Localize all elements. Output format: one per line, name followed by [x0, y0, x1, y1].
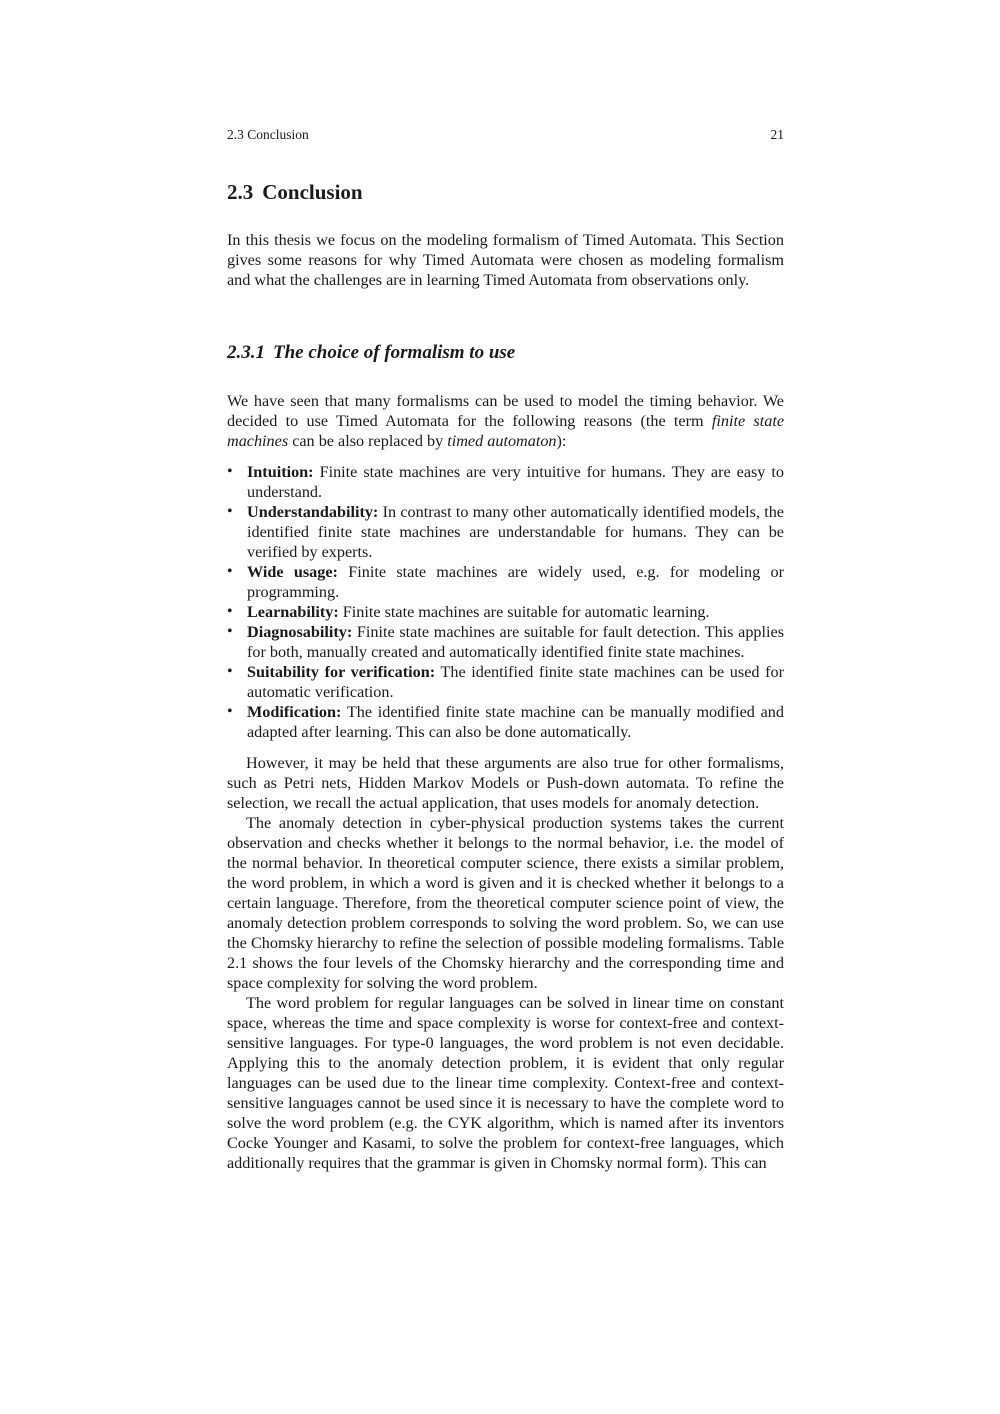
section-heading [227, 180, 363, 205]
bullet-icon: • [227, 463, 233, 480]
list-item-term: Modification: [247, 703, 342, 721]
body-text [227, 391, 784, 1173]
section-title: Conclusion [262, 180, 363, 204]
bullet-icon: • [227, 603, 233, 620]
subsection-heading [227, 342, 515, 364]
lead-text-3: ): [556, 432, 567, 450]
list-item-text: In contrast to many other automatically identified models, the identified finite state machines are understandable for humans. They can be verified by experts. [247, 503, 784, 561]
list-item-text: The identified finite state machine can be manually modified and adapted after learning. This can also be done automatically. [247, 703, 784, 741]
list-item-term: Learnability: [247, 603, 339, 621]
section-number: 2.3 [227, 180, 254, 204]
list-item-text: Finite state machines are suitable for automatic learning. [338, 603, 710, 621]
reasons-list [227, 462, 784, 742]
subsection-title: The choice of formalism to use [273, 342, 516, 363]
list-item-term: Wide usage: [247, 563, 338, 581]
bullet-icon: • [227, 623, 233, 640]
lead-term-fsm: finite state machines [227, 412, 785, 450]
paragraph: The anomaly detection in cyber-physical production systems takes the current observation and checks whether it belongs to the normal behavior, i.e. the model of the normal behavior. In theoretical computer science, there exists a similar problem, the word problem, in which a word is given and it is checked whether it belongs to a certain language. Therefore, from the theoretical computer science point of view, the anomaly detection problem corresponds to solving the word problem. So, we can use the Chomsky hierarchy to refine the selection of possible modeling formalisms. Table 2.1 shows the four levels of the Chomsky hierarchy and the corresponding time and space complexity for solving the word problem. [227, 814, 784, 992]
lead-text-1: We have seen that many formalisms can be used to model the timing behavior. We decided to use Timed Automata for the following reasons (the term [227, 392, 784, 430]
list-item-text: Finite state machines are suitable for fault detection. This applies for both, manually created and automatically identified finite state machines. [247, 623, 784, 661]
lead-term-timed-automaton: timed automaton [447, 432, 557, 450]
list-item [227, 602, 784, 622]
list-item-term: Diagnosability: [247, 623, 353, 641]
running-head [227, 127, 784, 143]
list-item [227, 562, 784, 602]
list-item-text: Finite state machines are very intuitive for humans. They are easy to understand. [247, 463, 784, 501]
page-number: 21 [770, 127, 784, 142]
list-item [227, 622, 784, 662]
list-item-term: Suitability for verification: [247, 663, 436, 681]
bullet-icon: • [227, 663, 233, 680]
list-item-text: Finite state machines are widely used, e.g. for modeling or programming. [247, 563, 784, 601]
running-head-section: 2.3 Conclusion [227, 127, 309, 142]
list-item-text: The identified finite state machines can be used for automatic verification. [247, 663, 784, 701]
list-item-term: Intuition: [247, 463, 314, 481]
list-item-term: Understandability: [247, 503, 379, 521]
subsection-number: 2.3.1 [227, 342, 265, 363]
list-item [227, 462, 784, 502]
list-item [227, 502, 784, 562]
list-item [227, 662, 784, 702]
list-item [227, 702, 784, 742]
lead-text-2: can be also replaced by [288, 432, 448, 450]
paragraph: However, it may be held that these arguments are also true for other formalisms, such as Petri nets, Hidden Markov Models or Push-down automata. To refine the selection, we recall the actual application, that uses models for anomaly detection. [227, 754, 784, 812]
bullet-icon: • [227, 503, 233, 520]
lead-paragraph [227, 391, 784, 451]
intro-paragraph: In this thesis we focus on the modeling formalism of Timed Automata. This Section gives some reasons for why Timed Automata were chosen as modeling formalism and what the challenges are in learning Timed Automata from observations only. [227, 231, 784, 289]
bullet-icon: • [227, 563, 233, 580]
paragraph: The word problem for regular languages can be solved in linear time on constant space, whereas the time and space complexity is worse for context-free and context-sensitive languages. For type-0 languages, the word problem is not even decidable. Applying this to the anomaly detection problem, it is evident that only regular languages can be used due to the linear time complexity. Context-free and context-sensitive languages cannot be used since it is necessary to have the complete word to solve the word problem (e.g. the CYK algorithm, which is named after its inventors Cocke Younger and Kasami, to solve the problem for context-free languages, which additionally requires that the grammar is given in Chomsky normal form). This can [227, 994, 784, 1172]
bullet-icon: • [227, 703, 233, 720]
